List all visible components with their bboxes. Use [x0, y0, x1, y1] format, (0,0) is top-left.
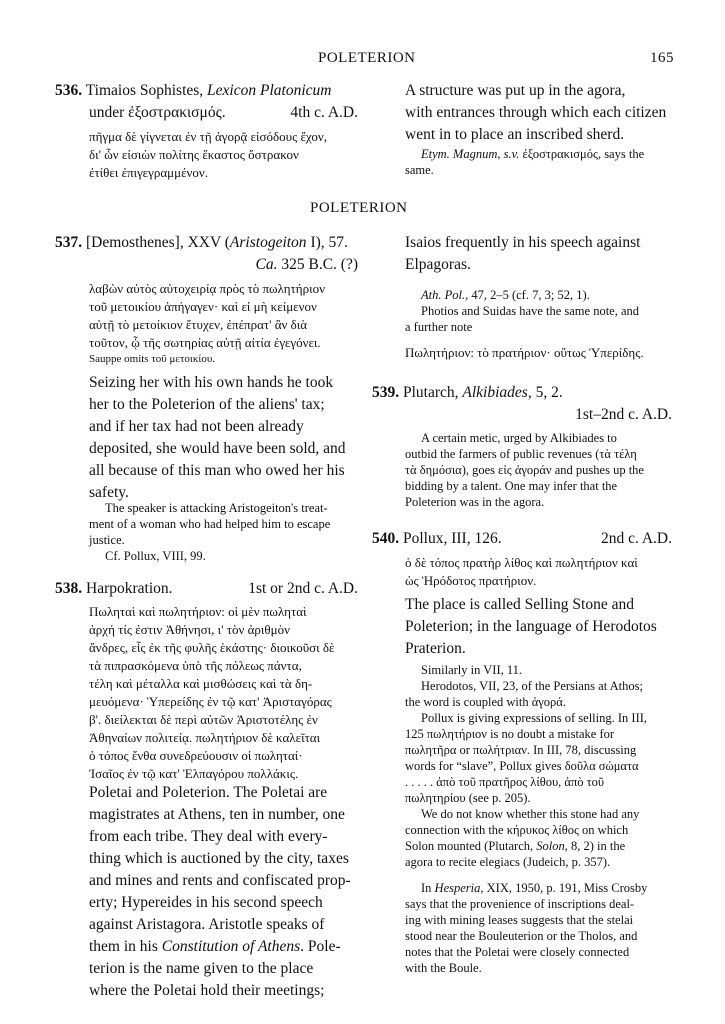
entry-538-heading — [55, 578, 358, 600]
greek-line: τοῦτον, ᾧ τῆς σωτηρίας αὐτῇ αἰτία ἐγεγόνει. — [89, 335, 321, 350]
note-text: bidding by a talent. One may infer that the — [405, 479, 618, 493]
translation-line: and if her tax had not been already — [89, 418, 304, 435]
entry-539-note — [405, 430, 644, 510]
entry-536-translation — [405, 80, 666, 146]
journal-title: Hesperia — [434, 881, 481, 895]
source-text: , 5, 2. — [527, 384, 563, 401]
note-text: Similarly in VII, 11. — [421, 663, 523, 677]
section-title: POLETERION — [310, 200, 408, 216]
translation-line: A structure was put up in the agora, — [405, 82, 626, 99]
entry-538-translation — [89, 782, 351, 1002]
greek-line: ἀρχή τίς ἐστιν Ἀθήνησι, ι' τὸν ἀριθμὸν — [89, 622, 290, 637]
running-title: POLETERION — [318, 50, 416, 66]
entry-539-heading — [372, 382, 672, 426]
note-text: ing with mining leases suggests that the stelai — [405, 913, 634, 927]
note-text: words for “slave”, Pollux gives δοῦλα σώματα — [405, 759, 639, 773]
note-text: , 8, 2) in the — [564, 839, 626, 853]
note-text: πωλητῆρα or πωλήτριαν. In III, 78, discussing — [405, 743, 637, 757]
entry-number: 540. — [372, 530, 400, 547]
translation-line: The place is called Selling Stone and — [405, 596, 634, 613]
entry-number: 539. — [372, 384, 400, 401]
entry-date: 1st–2nd c. A.D. — [575, 406, 672, 423]
entry-536-heading — [55, 80, 358, 124]
note-text: 125 πωλητήριον is no doubt a mistake for — [405, 727, 615, 741]
greek-line: τοῦ μετοικίου ἀπήγαγεν· καὶ εἰ μὴ κείμενον — [89, 299, 317, 314]
translation-line: where the Poletai hold their meetings; — [89, 982, 325, 999]
note-text: same. — [405, 163, 434, 177]
cross-reference: Cf. Pollux, VIII, 99. — [105, 549, 206, 563]
source-text: Pollux, III, 126. — [403, 530, 502, 547]
entry-538-continuation — [405, 232, 640, 276]
translation-line: erty; Hypereides in his second speech — [89, 894, 323, 911]
source-text: under ἐξοστρακισμός. — [89, 104, 226, 121]
note-text: a further note — [405, 320, 473, 334]
entry-date: 1st or 2nd c. A.D. — [248, 580, 358, 597]
note-text: Poleterion was in the agora. — [405, 495, 545, 509]
translation-line: Praterion. — [405, 640, 466, 657]
translation-line: her to the Poleterion of the aliens' tax; — [89, 396, 325, 413]
greek-line: ἄνδρες, εἷς ἐκ τῆς φυλῆς ἑκάστης· διοικοῦσι δὲ — [89, 640, 335, 655]
note-text: stood near the Bouleuterion or the Tholos, and — [405, 929, 638, 943]
entry-540-translation — [405, 594, 657, 660]
note-text: outbid the farmers of public revenues (τὰ τέλη — [405, 447, 637, 461]
translation-line: with entrances through which each citizen — [405, 104, 667, 121]
translation-line: Seizing her with his own hands he took — [89, 374, 334, 391]
greek-line: αὐτῇ τὸ μετοίκιον ἔτυχεν, ἐπέπρατ' ἂν διὰ — [89, 317, 308, 332]
note-text: τὰ δημόσια), goes εἰς ἀγοράν and pushes up the — [405, 463, 644, 477]
entry-number: 538. — [55, 580, 83, 597]
reference-title: Ath. Pol. — [421, 288, 466, 302]
note-text: A certain metic, urged by Alkibiades to — [421, 431, 617, 445]
greek-line: Πωληταὶ καὶ πωλητήριον: οἱ μὲν πωληταὶ — [89, 604, 307, 619]
translation-line: all because of this man who owed her his — [89, 462, 345, 479]
greek-line: πῆγμα δὲ γίγνεται ἐν τῇ ἀγορᾷ εἰσόδους ἔχον, — [89, 129, 328, 144]
note-text: Solon mounted (Plutarch, — [405, 839, 537, 853]
entry-537-note — [89, 500, 330, 564]
greek-line: β'. διείλεκται δὲ περὶ αὐτῶν Ἀριστοτέλης ἐν — [89, 712, 318, 727]
entry-538-greek — [89, 603, 335, 783]
translation-line: and mines and rents and confiscated prop- — [89, 872, 351, 889]
entry-538-greek-quote: Πωλητήριον: τὸ πρατήριον· οὕτως Ὑπερίδης. — [405, 345, 644, 360]
note-text: Herodotos, VII, 23, of the Persians at Athos; — [421, 679, 643, 693]
entry-540-final-note — [405, 880, 647, 976]
greek-line: ὡς Ἡρόδοτος πρατήριον. — [405, 573, 537, 588]
note-text: says that the provenience of inscriptions deal- — [405, 897, 635, 911]
greek-line: ὁ τόπος ἔνθα συνεδρεύουσιν οἱ πωληταί· — [89, 748, 303, 763]
translation-line: Poletai and Poleterion. The Poletai are — [89, 784, 328, 801]
source-text: Timaios Sophistes, — [85, 82, 208, 99]
entry-number: 536. — [55, 82, 83, 99]
note-text: In — [421, 881, 435, 895]
source-title: Alkibiades — [462, 384, 528, 401]
entry-537-heading — [55, 232, 358, 276]
translation-line: safety. — [89, 484, 129, 501]
entry-date: 2nd c. A.D. — [600, 530, 672, 547]
entry-date: 4th c. A.D. — [290, 104, 358, 121]
note-text: Pollux is giving expressions of selling. In III, — [421, 711, 648, 725]
note-text: ἐξοστρακισμός, says the — [519, 147, 645, 161]
entry-536-greek — [89, 128, 327, 182]
translation-line: terion is the name given to the place — [89, 960, 314, 977]
entry-date: 325 B.C. (?) — [277, 256, 358, 273]
translation-line: magistrates at Athens, ten in number, one — [89, 806, 345, 823]
entry-537-small-note: Sauppe omits τοῦ μετοικίου. — [89, 353, 216, 365]
note-text: πωλητηρίου (see p. 205). — [405, 791, 531, 805]
note-line: The speaker is attacking Aristogeiton's treat- — [105, 501, 328, 515]
source-title: Lexicon Platonicum — [207, 82, 332, 99]
entry-number: 537. — [55, 234, 83, 251]
note-text: agora to recite elegiacs (Judeich, p. 357). — [405, 855, 611, 869]
note-line: ment of a woman who had helped him to escape — [89, 517, 331, 531]
translation-line: thing which is auctioned by the city, taxes — [89, 850, 349, 867]
entry-537-translation — [89, 372, 346, 504]
reference-title: Etym. Magnum, s.v. — [421, 147, 520, 161]
greek-line: Ἀθηναίων πολιτείᾳ. πωλητήριον δὲ καλεῖται — [89, 730, 321, 745]
greek-line: μευόμενα· Ὑπερείδης ἐν τῷ κατ' Ἀρισταγόρας — [89, 694, 332, 709]
note-line: justice. — [89, 533, 125, 547]
entry-537-greek — [89, 280, 325, 352]
greek-line: Ἰσαῖος ἐν τῷ κατ' Ἐλπαγόρου πολλάκις. — [89, 766, 299, 781]
work-title: Solon — [536, 839, 565, 853]
source-text: Harpokration. — [86, 580, 173, 597]
note-text: Photios and Suidas have the same note, and — [421, 304, 640, 318]
greek-line: ἐτίθει ἐπιγεγραμμένον. — [89, 165, 209, 180]
greek-line: ὁ δὲ τόπος πρατὴρ λίθος καὶ πωλητήριον καὶ — [405, 555, 638, 570]
entry-536-note — [405, 146, 644, 178]
greek-line: λαβὼν αὐτὸς αὐτοχειρίᾳ πρὸς τὸ πωλητήριον — [89, 281, 325, 296]
source-title: Aristogeiton — [229, 234, 307, 251]
translation-line: Elpagoras. — [405, 256, 471, 273]
translation-line: deposited, she would have been sold, and — [89, 440, 346, 457]
entry-540-heading — [372, 528, 672, 550]
note-text: notes that the Poletai were closely connected — [405, 945, 630, 959]
note-text: connection with the κήρυκος λίθος on which — [405, 823, 629, 837]
note-text: with the Boule. — [405, 961, 482, 975]
source-text: Plutarch, — [403, 384, 463, 401]
greek-line: τὰ πιπρασκόμενα ὑπὸ τῆς πόλεως πάντα, — [89, 658, 302, 673]
entry-540-notes — [405, 662, 647, 870]
translation-line: went in to place an inscribed sherd. — [405, 126, 625, 143]
entry-540-greek — [405, 554, 638, 590]
note-text: , 47, 2–5 (cf. 7, 3; 52, 1). — [465, 288, 590, 302]
source-text: I), 57. — [306, 234, 348, 251]
translation-line: Isaios frequently in his speech against — [405, 234, 641, 251]
note-text: the word is coupled with ἀγορά. — [405, 695, 566, 709]
translation-line: from each tribe. They deal with every- — [89, 828, 328, 845]
translation-line: them in his — [89, 938, 162, 955]
note-text: . . . . . ἀπὸ τοῦ πρατῆρος λίθου, ἀπὸ τοῦ — [405, 775, 605, 789]
entry-538-notes — [405, 287, 639, 335]
greek-line: δι' ὧν εἰσιὼν πολίτης ἕκαστος ὄστρακον — [89, 147, 299, 162]
source-text: [Demosthenes], XXV ( — [86, 234, 230, 251]
page-number: 165 — [650, 50, 674, 66]
note-text: We do not know whether this stone had any — [421, 807, 640, 821]
note-text: , XIX, 1950, p. 191, Miss Crosby — [480, 881, 648, 895]
greek-line: τέλη καὶ μέταλλα καὶ μισθώσεις καὶ τὰ δη- — [89, 676, 313, 691]
translation-line: . Pole- — [300, 938, 341, 955]
date-qualifier: Ca. — [255, 256, 278, 273]
translation-line: Poleterion; in the language of Herodotos — [405, 618, 657, 635]
work-title: Constitution of Athens — [161, 938, 301, 955]
translation-line: against Aristagora. Aristotle speaks of — [89, 916, 325, 933]
